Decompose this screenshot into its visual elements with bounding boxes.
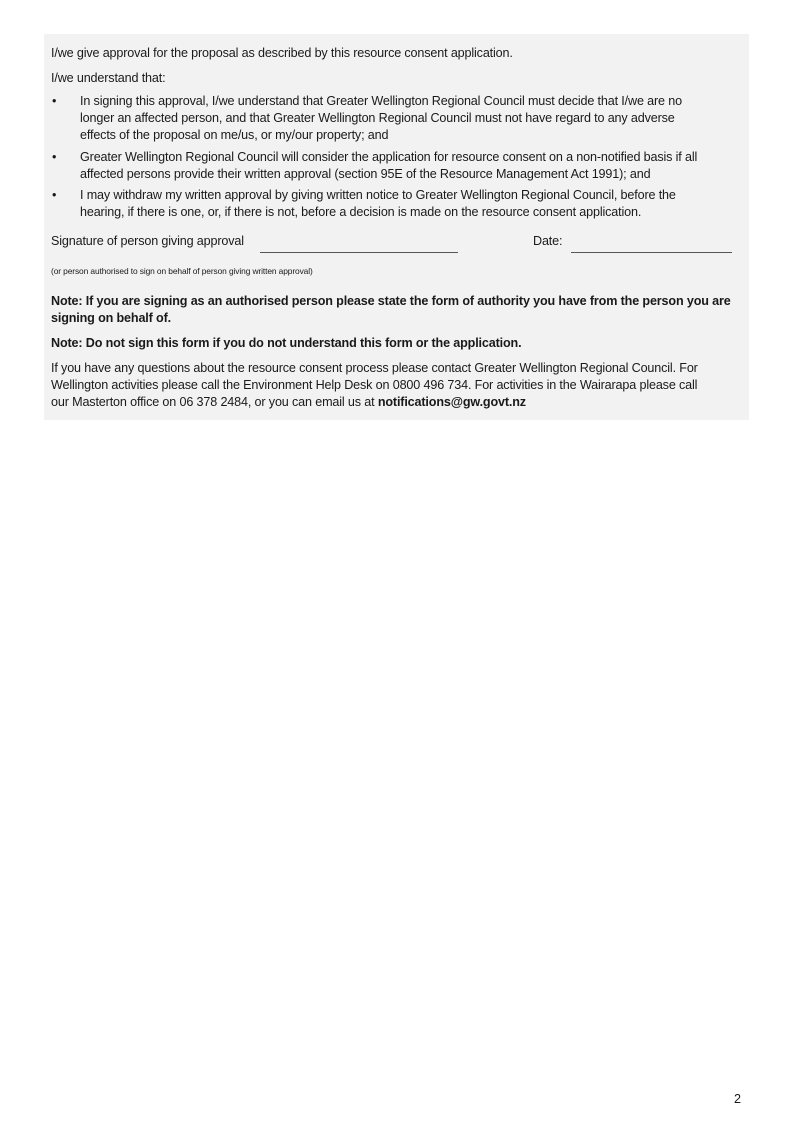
bullet-icon: • [52, 150, 57, 164]
bullet-icon: • [52, 94, 57, 108]
bullet-3-line-1: I may withdraw my written approval by giving written notice to Greater Wellington Regional Council, before the [80, 188, 676, 202]
page-number: 2 [734, 1092, 742, 1106]
note-authorised-line-2: signing on behalf of. [51, 311, 171, 325]
contact-line-1: If you have any questions about the resource consent process please contact Greater Wellington Regional Council. For [51, 361, 698, 375]
bullet-1-line-1: In signing this approval, I/we understand that Greater Wellington Regional Council must decide that I/we are no [80, 94, 682, 108]
signature-label: Signature of person giving approval [51, 234, 244, 248]
bullet-2-line-1: Greater Wellington Regional Council will consider the application for resource consent on a non-notified basis if all [80, 150, 698, 164]
signature-field[interactable] [260, 252, 458, 253]
contact-line-2: Wellington activities please call the Environment Help Desk on 0800 496 734. For activities in the Wairarapa please call [51, 378, 698, 392]
contact-line-3 [51, 394, 526, 412]
bullet-2-line-2: affected persons provide their written approval (section 95E of the Resource Management Act 1991); and [80, 167, 651, 181]
contact-line-3-text: our Masterton office on 06 378 2484, or you can email us at [51, 395, 378, 409]
contact-email-link[interactable]: notifications@gw.govt.nz [377, 395, 526, 409]
authorised-person-note: (or person authorised to sign on behalf of person giving written approval) [51, 266, 313, 276]
date-label: Date: [533, 234, 563, 248]
bullet-1-line-2: longer an affected person, and that Greater Wellington Regional Council must not have regard to any adverse [80, 111, 675, 125]
note-do-not-sign: Note: Do not sign this form if you do not understand this form or the application. [51, 336, 522, 350]
note-authorised-line-1: Note: If you are signing as an authorised person please state the form of authority you have from the person you are [51, 294, 731, 308]
bullet-1-line-3: effects of the proposal on me/us, or my/our property; and [80, 128, 389, 142]
bullet-3-line-2: hearing, if there is one, or, if there is not, before a decision is made on the resource consent application. [80, 205, 642, 219]
bullet-icon: • [52, 188, 57, 202]
understand-intro: I/we understand that: [51, 71, 166, 85]
date-field[interactable] [571, 252, 732, 253]
approval-statement: I/we give approval for the proposal as described by this resource consent application. [51, 46, 513, 60]
